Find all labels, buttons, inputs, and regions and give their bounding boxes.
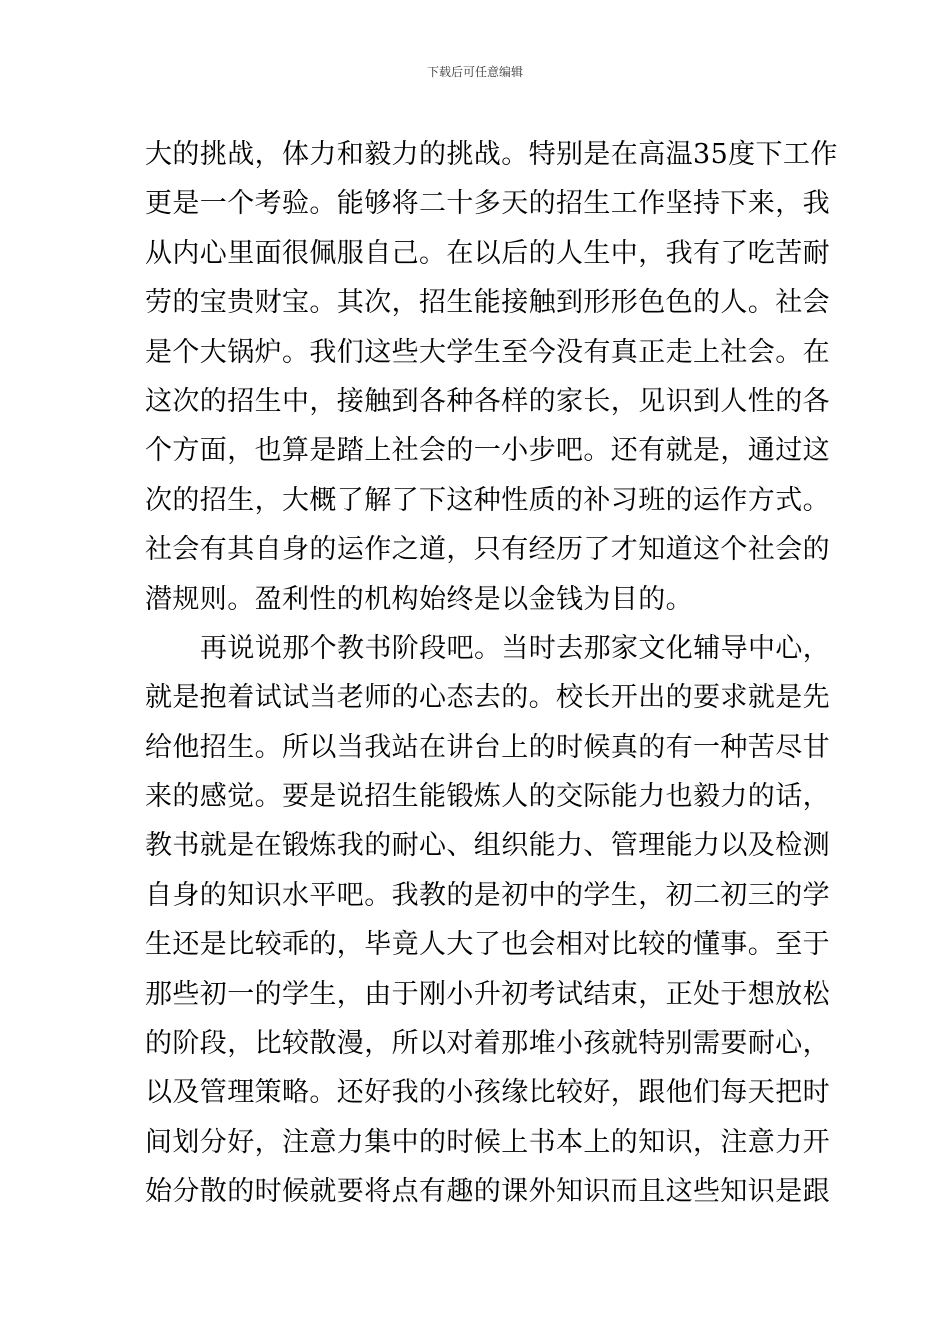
text-line-10: 潜规则。盈利性的机构始终是以金钱为目的。	[145, 583, 693, 615]
text-line-12: 就是抱着试试当老师的心态去的。校长开出的要求就是先	[145, 682, 830, 714]
text-line-20: 以及管理策略。还好我的小孩缘比较好，跟他们每天把时	[145, 1077, 830, 1109]
text-line-18: 那些初一的学生，由于刚小升初考试结束，正处于想放松	[145, 978, 830, 1010]
text-line-5: 是个大锅炉。我们这些大学生至今没有真正走上社会。在	[145, 336, 830, 368]
text-line-21: 间划分好，注意力集中的时候上书本上的知识，注意力开	[145, 1126, 830, 1158]
text-line-7: 个方面，也算是踏上社会的一小步吧。还有就是，通过这	[145, 435, 830, 467]
text-line-22: 始分散的时候就要将点有趣的课外知识而且这些知识是跟	[145, 1176, 830, 1208]
text-line-15: 教书就是在锻炼我的耐心、组织能力、管理能力以及检测	[145, 830, 830, 862]
text-line-11-paragraph-start: 再说说那个教书阶段吧。当时去那家文化辅导中心，	[200, 632, 831, 664]
text-line-6: 这次的招生中，接触到各种各样的家长，见识到人性的各	[145, 385, 830, 417]
text-line-19: 的阶段，比较散漫，所以对着那堆小孩就特别需要耐心，	[145, 1028, 830, 1060]
text-line-13: 给他招生。所以当我站在讲台上的时候真的有一种苦尽甘	[145, 731, 830, 763]
text-line-17: 生还是比较乖的，毕竟人大了也会相对比较的懂事。至于	[145, 929, 830, 961]
text-line-2: 更是一个考验。能够将二十多天的招生工作坚持下来，我	[145, 188, 830, 220]
text-line-16: 自身的知识水平吧。我教的是初中的学生，初二初三的学	[145, 879, 830, 911]
page-header: 下载后可任意编辑	[426, 65, 523, 79]
text-line-14: 来的感觉。要是说招生能锻炼人的交际能力也毅力的话，	[145, 781, 830, 813]
text-line-1: 大的挑战，体力和毅力的挑战。特别是在高温35度下工作	[145, 139, 838, 170]
text-line-4: 劳的宝贵财宝。其次，招生能接触到形形色色的人。社会	[145, 287, 830, 319]
text-line-3: 从内心里面很佩服自己。在以后的人生中，我有了吃苦耐	[145, 237, 830, 269]
document-body	[145, 130, 838, 1217]
text-line-9: 社会有其自身的运作之道，只有经历了才知道这个社会的	[145, 534, 830, 566]
text-line-8: 次的招生，大概了解了下这种性质的补习班的运作方式。	[145, 484, 830, 516]
